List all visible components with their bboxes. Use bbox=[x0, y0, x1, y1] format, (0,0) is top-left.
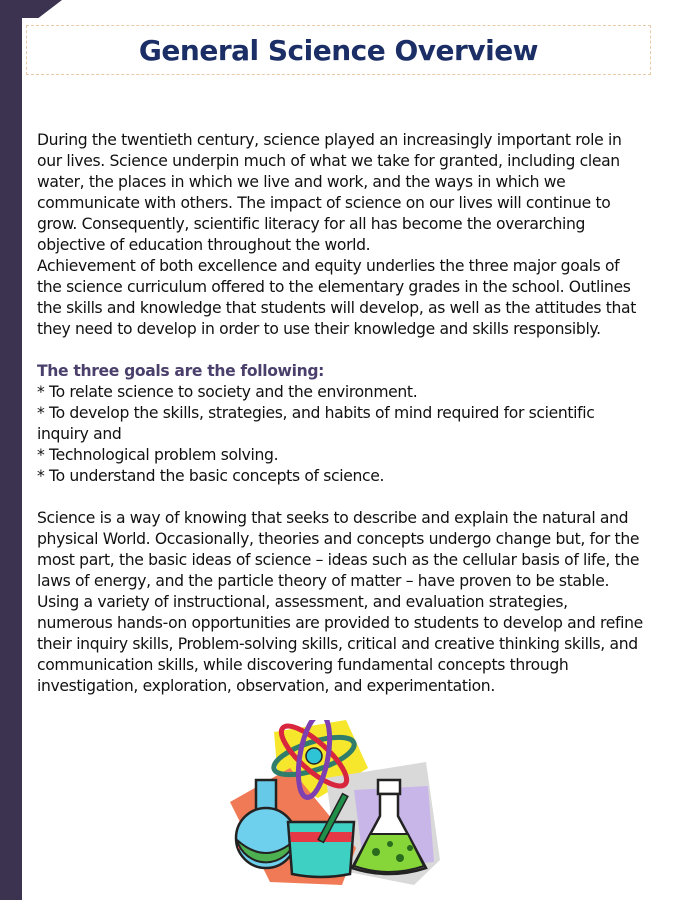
title-box bbox=[26, 25, 651, 75]
goals-heading: The three goals are the following: bbox=[37, 362, 325, 380]
spacer bbox=[37, 487, 645, 508]
goal-item: * Technological problem solving. bbox=[37, 446, 279, 464]
spacer bbox=[37, 340, 645, 361]
goal-item: * To develop the skills, strategies, and habits of mind required for scientific inquiry and bbox=[37, 404, 595, 443]
side-accent-bar bbox=[0, 0, 22, 900]
science-clipart bbox=[226, 720, 442, 885]
side-accent-bar-top bbox=[0, 0, 62, 18]
atom-nucleus bbox=[306, 748, 322, 764]
goal-item: * To understand the basic concepts of science. bbox=[37, 467, 385, 485]
page-title: General Science Overview bbox=[138, 33, 539, 67]
goal-item: * To relate science to society and the environment. bbox=[37, 383, 418, 401]
body-text bbox=[37, 130, 645, 697]
closing-paragraph: Science is a way of knowing that seeks to describe and explain the natural and physical World. Occasionally, theories and concepts undergo change but, for the most part, the basic ideas of science – ideas such as the cellular basis of life, the laws of energy, and the particle theory of matter – have proven to be stable. Using a variety of instructional, assessment, and evaluation strategies, numerous hands-on opportunities are provided to students to develop and refine their inquiry skills, Problem-solving skills, critical and creative thinking skills, and communication skills, while discovering fundamental concepts through investigation, exploration, observation, and experimentation. bbox=[37, 509, 643, 695]
goals-paragraph: Achievement of both excellence and equity underlies the three major goals of the science curriculum offered to the elementary grades in the school. Outlines the skills and knowledge that students will develop, as well as the attitudes that they need to develop in order to use their knowledge and skills responsibly. bbox=[37, 257, 637, 338]
intro-paragraph: During the twentieth century, science played an increasingly important role in our lives. Science underpin much of what we take for granted, including clean water, the places in which we live and work, and the ways in which we communicate with others. The impact of science on our lives will continue to grow. Consequently, scientific literacy for all has become the overarching objective of education throughout the world. bbox=[37, 131, 622, 254]
